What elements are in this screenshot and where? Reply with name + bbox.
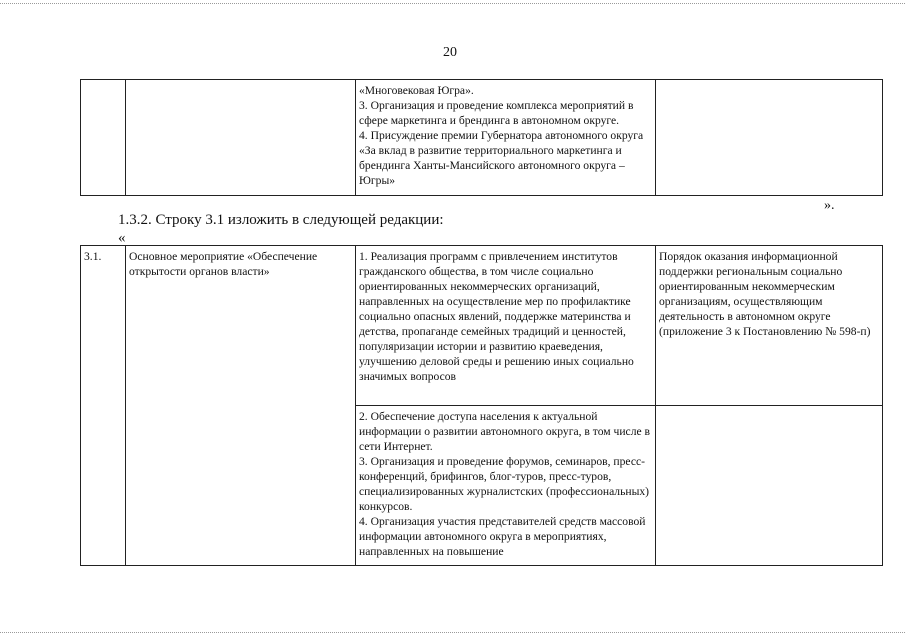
page-number: 20 [443, 45, 457, 60]
previous-row-table [80, 79, 883, 196]
opening-quote: « [118, 230, 126, 246]
amendment-instruction: 1.3.2. Строку 3.1 изложить в следующей редакции: [118, 212, 444, 228]
table-cell-name [126, 80, 356, 196]
table-cell-doc [656, 406, 883, 566]
table-row [81, 246, 883, 406]
table-cell-tasks: 1. Реализация программ с привлечением институтов гражданского общества, в том числе социально ориентированных некоммерческих организаций, направленных на осуществление мер по профилактике социально опасных явлений, поддержке материнства и детства, пропаганде семейных традиций и ценностей, популяризации истории и развитию краеведения, улучшению деловой среды и решению иных социально значимых вопросов [356, 246, 656, 406]
prev-row-line: 3. Организация и проведение комплекса мероприятий в сфере маркетинга и брендинга в автономном округе. [359, 99, 634, 127]
table-cell-doc [656, 80, 883, 196]
scan-edge-bottom [0, 632, 905, 633]
table-cell-doc: Порядок оказания информационной поддержки региональным социально ориентированным некоммерческим организациям, осуществляющим деятельность в автономном округе (приложение 3 к Постановлению № 598-п) [656, 246, 883, 406]
table-cell-number [81, 80, 126, 196]
closing-quote: ». [824, 198, 835, 213]
new-row-table [80, 245, 883, 566]
task-line: 3. Организация и проведение форумов, семинаров, пресс-конференций, брифингов, блог-туров, пресс-туров, специализированных журналистских (профессиональных) конкурсов. [359, 455, 650, 513]
task-line: 4. Организация участия представителей средств массовой информации автономного округа в мероприятиях, направленных на повышение [359, 515, 646, 558]
task-line: 2. Обеспечение доступа населения к актуальной информации о развитии автономного округа, в том числе в сети Интернет. [359, 410, 650, 453]
table-cell-name: Основное мероприятие «Обеспечение открытости органов власти» [126, 246, 356, 566]
prev-row-line: 4. Присуждение премии Губернатора автономного округа «За вклад в развитие территориального маркетинга и брендинга Ханты-Мансийского автономного округа – Югры» [359, 129, 644, 187]
table-cell-number: 3.1. [81, 246, 126, 566]
scan-edge-top [0, 3, 905, 4]
table-cell-tasks [356, 80, 656, 196]
table-cell-tasks [356, 406, 656, 566]
prev-row-line: «Многовековая Югра». [359, 84, 474, 97]
table-row [81, 80, 883, 196]
